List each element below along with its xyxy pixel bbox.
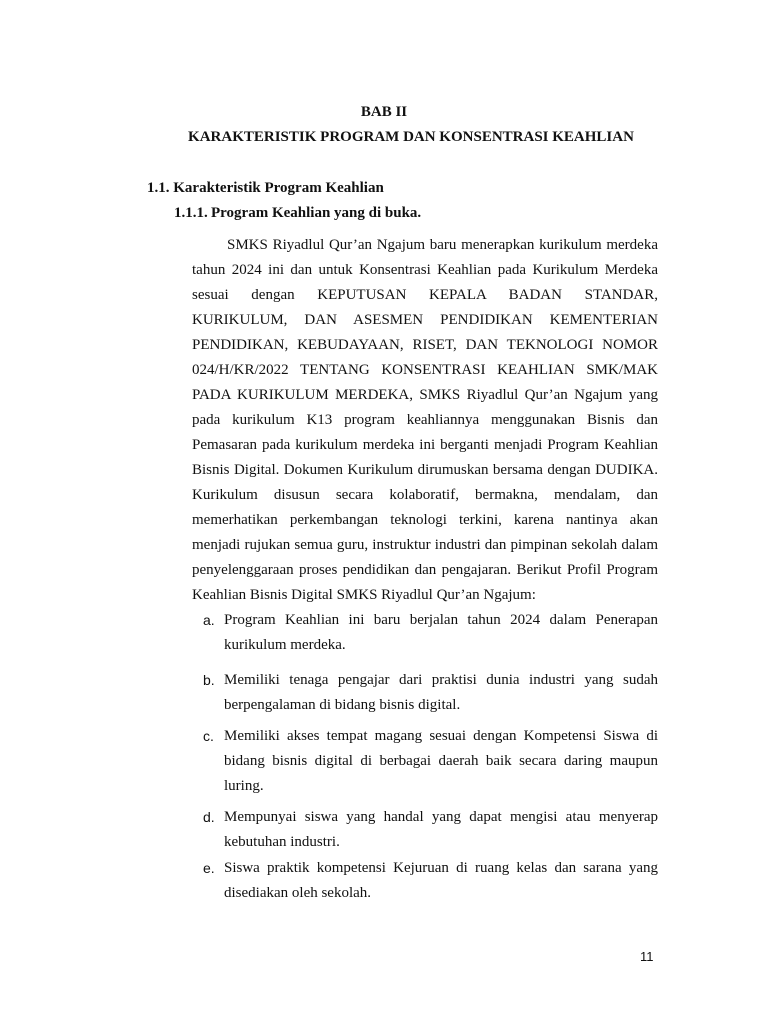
chapter-title: KARAKTERISTIK PROGRAM DAN KONSENTRASI KEAHLIAN (188, 129, 634, 145)
list-item (200, 668, 658, 718)
list-item (200, 856, 658, 906)
subsection-heading (174, 203, 421, 223)
list-marker: c. (203, 728, 214, 744)
list-marker: d. (203, 809, 215, 825)
profile-list (200, 608, 658, 906)
chapter-label: BAB II (360, 104, 408, 120)
list-item-text: Memiliki akses tempat magang sesuai dengan Kompetensi Siswa di bidang bisnis digital di berbagai daerah baik secara daring maupun luring. (224, 728, 658, 794)
section-heading: 1.1. Karakteristik Program Keahlian (147, 180, 384, 196)
list-item-text: Siswa praktik kompetensi Kejuruan di ruang kelas dan sarana yang disediakan oleh sekolah. (224, 860, 658, 901)
list-item-text: Mempunyai siswa yang handal yang dapat mengisi atau menyerap kebutuhan industri. (224, 809, 658, 850)
page-number: 11 (640, 949, 654, 964)
list-marker: a. (203, 612, 215, 628)
body-paragraph: SMKS Riyadlul Qur’an Ngajum baru menerapkan kurikulum merdeka tahun 2024 ini dan untuk Konsentrasi Keahlian pada Kurikulum Merdeka sesuai dengan KEPUTUSAN KEPALA BADAN STANDAR, KURIKULUM, DAN ASESMEN PENDIDIKAN KEMENTERIAN PENDIDIKAN, KEBUDAYAAN, RISET, DAN TEKNOLOGI NOMOR 024/H/KR/2022 TENTANG KONSENTRASI KEAHLIAN SMK/MAK PADA KURIKULUM MERDEKA, SMKS Riyadlul Qur’an Ngajum yang pada kurikulum K13 program keahliannya menggunakan Bisnis dan Pemasaran pada kurikulum merdeka ini berganti menjadi Program Keahlian Bisnis Digital. Dokumen Kurikulum dirumuskan bersama dengan DUDIKA. Kurikulum disusun secara kolaboratif, bermakna, mendalam, dan memerhatikan perkembangan teknologi terkini, karena nantinya akan menjadi rujukan semua guru, instruktur industri dan pimpinan sekolah dalam penyelenggaraan proses pendidikan dan pengajaran. Berikut Profil Program Keahlian Bisnis Digital SMKS Riyadlul Qur’an Ngajum: (192, 237, 658, 603)
list-item (200, 608, 658, 658)
list-marker: e. (203, 860, 215, 876)
list-item-text: Program Keahlian ini baru berjalan tahun 2024 dalam Penerapan kurikulum merdeka. (224, 612, 658, 653)
list-marker: b. (203, 672, 215, 688)
list-item-text: Memiliki tenaga pengajar dari praktisi dunia industri yang sudah berpengalaman di bidang bisnis digital. (224, 672, 658, 713)
subsection-title: Program Keahlian yang di buka. (211, 205, 422, 221)
subsection-number: 1.1.1. (174, 205, 208, 221)
list-item (200, 724, 658, 799)
list-item (200, 805, 658, 855)
